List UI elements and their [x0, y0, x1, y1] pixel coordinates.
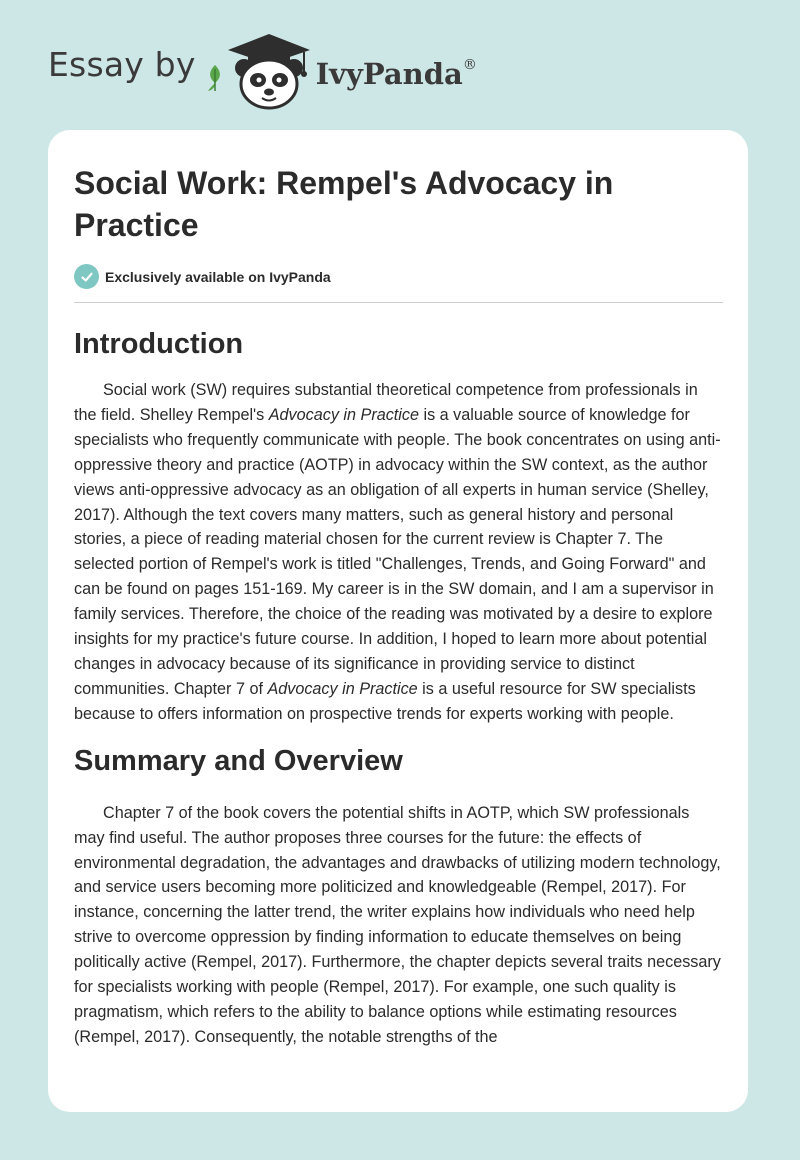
section-heading-summary: Summary and Overview: [74, 744, 403, 777]
exclusive-badge: [74, 264, 724, 289]
section-heading-introduction: Introduction: [74, 328, 244, 360]
book-title: Advocacy in Practice: [268, 405, 419, 424]
ivy-leaf-icon: [206, 63, 224, 93]
check-circle-icon: [74, 264, 99, 289]
registered-mark: ®: [462, 57, 477, 74]
summary-paragraph: Chapter 7 of the book covers the potential shifts in AOTP, which SW professionals may find useful. The author proposes three courses for the future: the effects of environmental degradation, the advantages and drawbacks of utilizing modern technology, and service users becoming more politicized and knowledgeable (Rempel, 2017). For instance, concerning the latter trend, the writer explains how individuals who need help strive to overcome oppression by finding information to educate themselves on being politically active (Rempel, 2017). Furthermore, the chapter depicts several traits necessary for specialists working with people (Rempel, 2017). For example, one such quality is pragmatism, which refers to the ability to balance options while estimating resources (Rempel, 2017). Consequently, the notable strengths of the: [74, 803, 721, 1046]
site-header: [48, 30, 477, 110]
panda-graduation-cap-icon[interactable]: [226, 30, 312, 110]
divider: [74, 302, 723, 303]
book-title: Advocacy in Practice: [267, 679, 418, 698]
exclusive-badge-text: Exclusively available on IvyPanda: [105, 268, 331, 285]
essay-by-label: Essay by: [48, 44, 196, 84]
introduction-paragraph: Social work (SW) requires substantial theoretical competence from professionals in the field. Shelley Rempel's Advocacy in Practice is a valuable source of knowledge for specialists who frequently communicate with people. The book concentrates on using anti-oppressive theory and practice (AOTP) in advocacy within the SW context, as the author views anti-oppressive advocacy as an obligation of all experts in human service (Shelley, 2017). Although the text covers many matters, such as general history and personal stories, a piece of reading material chosen for the current review is Chapter 7. The selected portion of Rempel's work is titled "Challenges, Trends, and Going Forward" and can be found on pages 151-169. My career is in the SW domain, and I am a supervisor in family services. Therefore, the choice of the reading was motivated by a desire to explore insights for my practice's future course. In addition, I hoped to learn more about potential changes in advocacy because of its significance in providing service to distinct communities. Chapter 7 of Advocacy in Practice is a useful resource for SW specialists because to offers information on prospective trends for experts working with people.: [74, 381, 721, 723]
page-title: Social Work: Rempel's Advocacy in Practice: [74, 165, 614, 243]
essay-card: [48, 130, 748, 1112]
brand-name[interactable]: IvyPanda®: [315, 57, 477, 91]
